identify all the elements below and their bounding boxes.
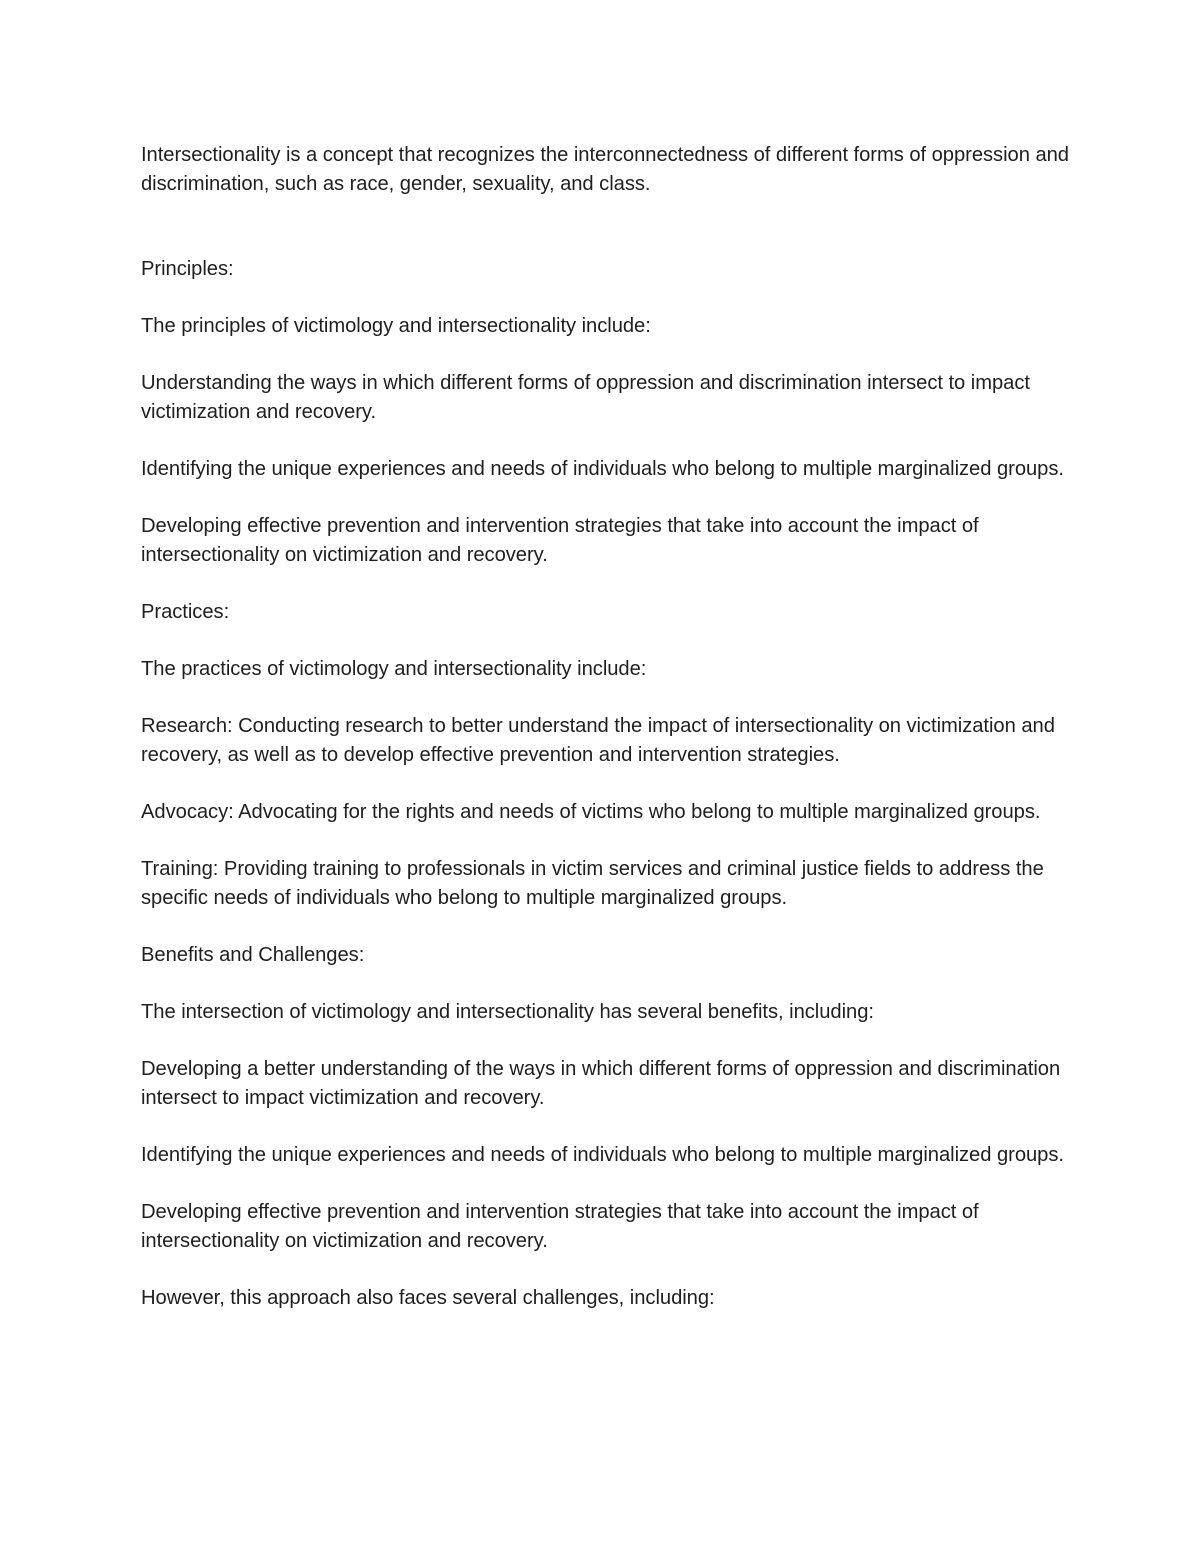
paragraph: The principles of victimology and intersectionality include: — [141, 315, 651, 337]
paragraph: Developing effective prevention and intervention strategies that take into account the impact of intersectionality on victimization and recovery. — [141, 1201, 979, 1252]
document-body — [141, 141, 1071, 1341]
paragraph: Identifying the unique experiences and needs of individuals who belong to multiple marginalized groups. — [141, 1144, 1064, 1166]
paragraph: Understanding the ways in which different forms of oppression and discrimination intersect to impact victimization and recovery. — [141, 372, 1030, 423]
paragraph: Developing a better understanding of the ways in which different forms of oppression and discrimination intersect to impact victimization and recovery. — [141, 1058, 1061, 1109]
paragraph: Advocacy: Advocating for the rights and needs of victims who belong to multiple marginalized groups. — [141, 801, 1041, 823]
paragraph: The practices of victimology and intersectionality include: — [141, 658, 647, 680]
paragraph: Research: Conducting research to better understand the impact of intersectionality on victimization and recovery, as well as to develop effective prevention and intervention strategies. — [141, 715, 1055, 766]
section-heading-benefits-challenges: Benefits and Challenges: — [141, 944, 365, 966]
paragraph: The intersection of victimology and intersectionality has several benefits, including: — [141, 1001, 874, 1023]
section-heading-practices: Practices: — [141, 601, 230, 623]
paragraph: Training: Providing training to professionals in victim services and criminal justice fields to address the specific needs of individuals who belong to multiple marginalized groups. — [141, 858, 1044, 909]
paragraph: Developing effective prevention and intervention strategies that take into account the impact of intersectionality on victimization and recovery. — [141, 515, 979, 566]
intro-paragraph: Intersectionality is a concept that recognizes the interconnectedness of different forms of oppression and discrimination, such as race, gender, sexuality, and class. — [141, 144, 1069, 195]
section-heading-principles: Principles: — [141, 258, 234, 280]
paragraph: Identifying the unique experiences and needs of individuals who belong to multiple marginalized groups. — [141, 458, 1064, 480]
paragraph: However, this approach also faces several challenges, including: — [141, 1287, 715, 1309]
